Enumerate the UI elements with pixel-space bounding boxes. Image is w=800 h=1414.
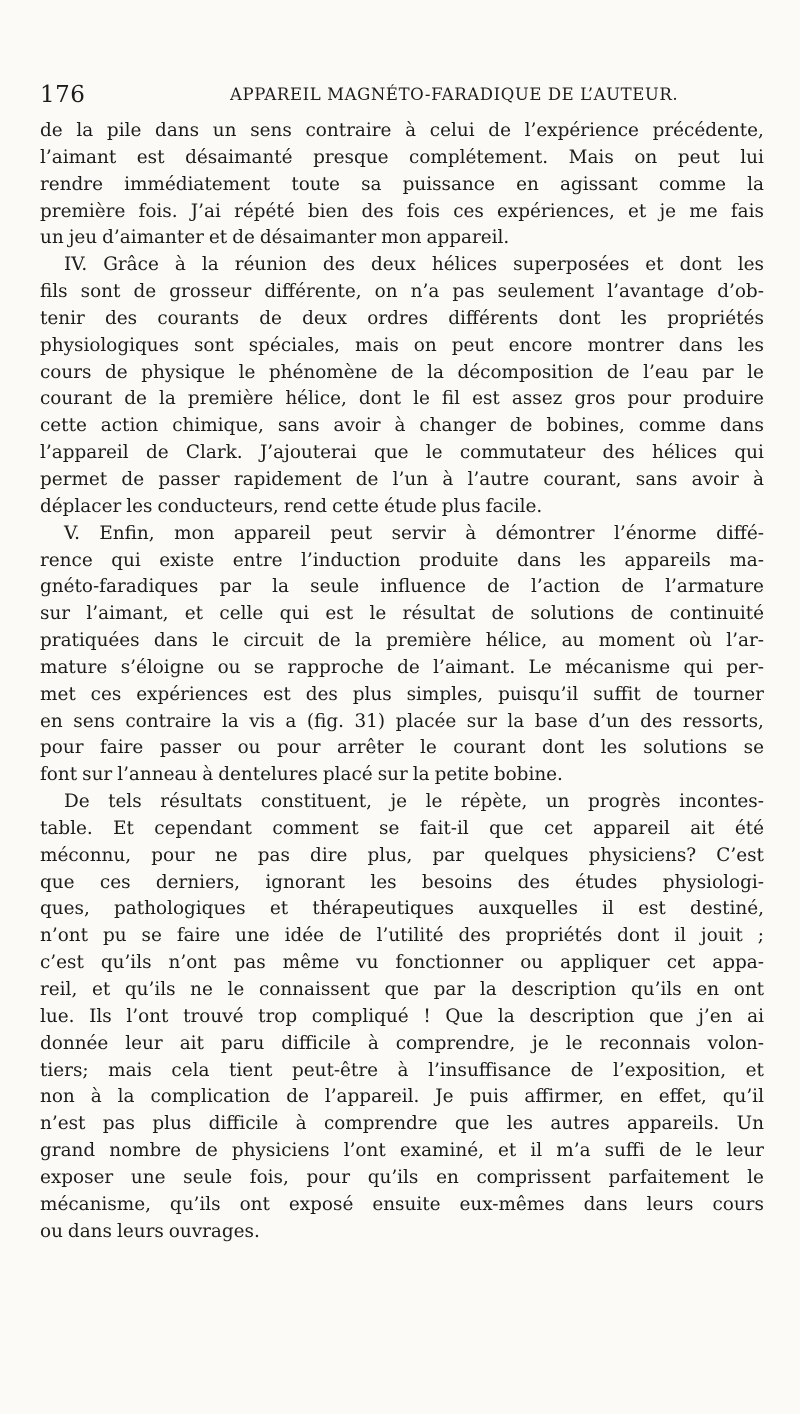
text-line: table. Et cependant comment se fait-il que cet appareil ait été [40,817,764,839]
text-line: gnéto-faradiques par la seule influence de l’action de l’armature [40,576,764,598]
text-line: pratiquées dans le circuit de la première hélice, au moment où l’ar- [40,630,764,652]
text-line: de la pile dans un sens contraire à celui de l’expérience précédente, [40,120,764,141]
text-line: cette action chimique, sans avoir à changer de bobines, comme dans [40,415,764,437]
text-line: méconnu, pour ne pas dire plus, par quelques physiciens? C’est [40,844,764,866]
text-line: première fois. J’ai répété bien des fois ces expériences, et je me fais [40,200,764,222]
text-line: c’est qu’ils n’ont pas même vu fonctionner ou appliquer cet appa- [40,952,764,974]
text-line: exposer une seule fois, pour qu’ils en comprissent parfaitement le [40,1166,764,1188]
text-line: font sur l’anneau à dentelures placé sur la petite bobine. [40,764,563,786]
text-line: met ces expériences est des plus simples, puisqu’il suffit de tourner [40,683,764,705]
text-line: ou dans leurs ouvrages. [40,1220,260,1242]
text-line: V. Enfin, mon appareil peut servir à démontrer l’énorme diffé- [64,522,764,544]
text-line: tiers; mais cela tient peut-être à l’insuffisance de l’exposition, et [40,1059,764,1081]
text-line: l’appareil de Clark. J’ajouterai que le commutateur des hélices qui [40,442,764,464]
text-line: cours de physique le phénomène de la décomposition de l’eau par le [40,361,764,383]
text-line: lue. Ils l’ont trouvé trop compliqué ! Que la description que j’en ai [40,1005,764,1027]
text-line: n’ont pu se faire une idée de l’utilité des propriétés dont il jouit ; [40,925,764,947]
text-line: physiologiques sont spéciales, mais on peut encore montrer dans les [40,334,764,356]
text-line: ques, pathologiques et thérapeutiques auxquelles il est destiné, [40,898,764,920]
text-line: en sens contraire la vis a (fig. 31) placée sur la base d’un des ressorts, [40,710,764,732]
text-line: mature s’éloigne ou se rapproche de l’aimant. Le mécanisme qui per- [40,656,764,678]
text-line: rence qui existe entre l’induction produite dans les appareils ma- [40,549,764,571]
text-line: IV. Grâce à la réunion des deux hélices superposées et dont les [64,254,764,276]
text-line: l’aimant est désaimanté presque complétement. Mais on peut lui [40,146,764,168]
text-line: que ces derniers, ignorant les besoins des études physiologi- [40,871,764,893]
text-line: déplacer les conducteurs, rend cette étude plus facile. [40,495,543,517]
text-line: sur l’aimant, et celle qui est le résultat de solutions de continuité [40,603,764,625]
text-line: permet de passer rapidement de l’un à l’autre courant, sans avoir à [40,468,764,490]
running-title: APPAREIL MAGNÉTO-FARADIQUE DE L’AUTEUR. [230,85,679,104]
text-line: grand nombre de physiciens l’ont examiné, et il m’a suffi de le leur [40,1140,764,1162]
text-line: pour faire passer ou pour arrêter le courant dont les solutions se [40,737,764,759]
text-line: donnée leur ait paru difficile à comprendre, je le reconnais volon- [40,1032,764,1054]
page-header [40,80,764,110]
page-number: 176 [40,82,86,108]
text-line: un jeu d’aimanter et de désaimanter mon appareil. [40,227,510,249]
text-line: De tels résultats constituent, je le répète, un progrès incontes- [64,791,764,813]
text-line: n’est pas plus difficile à comprendre que les autres appareils. Un [40,1113,764,1135]
body-text [40,118,764,1245]
text-line: tenir des courants de deux ordres différents dont les propriétés [40,307,764,329]
text-line: non à la complication de l’appareil. Je puis affirmer, en effet, qu’il [40,1086,764,1108]
text-line: reil, et qu’ils ne le connaissent que par la description qu’ils en ont [40,979,764,1000]
text-line: courant de la première hélice, dont le fil est assez gros pour produire [40,388,764,410]
text-line: rendre immédiatement toute sa puissance en agissant comme la [40,173,764,195]
text-line: fils sont de grosseur différente, on n’a pas seulement l’avantage d’ob- [40,281,764,303]
text-line: mécanisme, qu’ils ont exposé ensuite eux-mêmes dans leurs cours [40,1193,764,1215]
